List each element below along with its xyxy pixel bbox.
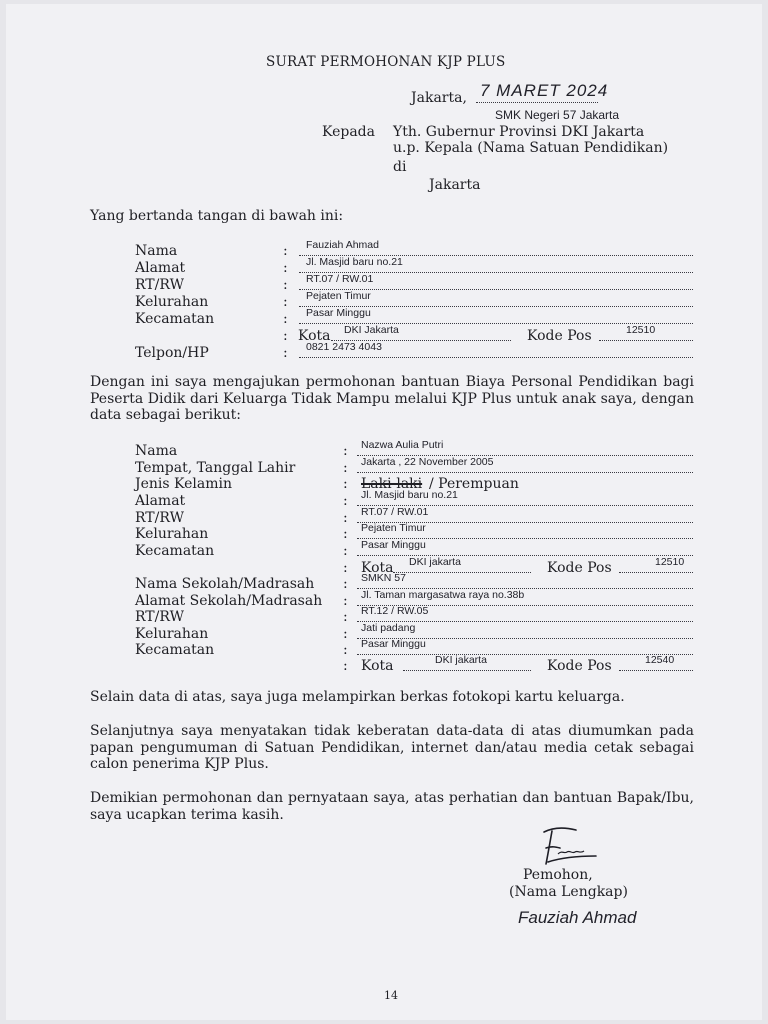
value-student-kodepos2: 12540 bbox=[645, 654, 675, 666]
value-student-kodepos: 12510 bbox=[655, 556, 685, 568]
value-student-kota2: DKI jakarta bbox=[435, 654, 487, 666]
student-row-kecamatan2: Kecamatan : Pasar Minggu bbox=[135, 642, 695, 659]
student-row-alamat-sekolah: Alamat Sekolah/Madrasah : Jl. Taman margasatwa raya no.38b bbox=[135, 593, 695, 610]
place-label: Jakarta, bbox=[411, 90, 467, 106]
date-line bbox=[476, 102, 598, 103]
value-student-sekolah: SMKN 57 bbox=[361, 572, 406, 584]
gender-selected: / Perempuan bbox=[429, 476, 519, 492]
student-row-kota2: : Kota DKI jakarta Kode Pos 12540 bbox=[135, 658, 695, 675]
value-student-alamat-sekolah: Jl. Taman margasatwa raya no.38b bbox=[361, 589, 525, 601]
value-rtrw: RT.07 / RW.01 bbox=[306, 273, 374, 285]
value-student-kelurahan2: Jati padang bbox=[361, 622, 416, 634]
recipient-line1: Yth. Gubernur Provinsi DKI Jakarta bbox=[393, 124, 645, 140]
applicant-row-kecamatan: Kecamatan : Pasar Minggu bbox=[135, 311, 695, 328]
recipient-di: di bbox=[393, 159, 407, 175]
value-kota: DKI Jakarta bbox=[344, 324, 399, 336]
gender-struck: Laki-laki bbox=[361, 476, 423, 492]
value-kecamatan: Pasar Minggu bbox=[306, 307, 371, 319]
value-student-nama: Nazwa Aulia Putri bbox=[361, 439, 444, 451]
student-row-rtrw2: RT/RW : RT.12 / RW.05 bbox=[135, 609, 695, 626]
signed-name: Fauziah Ahmad bbox=[518, 908, 637, 927]
applicant-row-kelurahan: Kelurahan : Pejaten Timur bbox=[135, 294, 695, 311]
value-kodepos: 12510 bbox=[626, 324, 656, 336]
student-row-sekolah: Nama Sekolah/Madrasah : SMKN 57 bbox=[135, 576, 695, 593]
value-alamat: Jl. Masjid baru no.21 bbox=[306, 256, 403, 268]
student-row-alamat: Alamat : Jl. Masjid baru no.21 bbox=[135, 493, 695, 510]
value-student-rtrw: RT.07 / RW.01 bbox=[361, 506, 429, 518]
value-student-kota: DKI jakarta bbox=[409, 556, 461, 568]
recipient-city: Jakarta bbox=[429, 177, 481, 193]
handwritten-date: 7 MARET 2024 bbox=[480, 81, 609, 100]
student-row-nama: Nama : Nazwa Aulia Putri bbox=[135, 443, 695, 460]
applicant-row-kota: : Kota DKI Jakarta Kode Pos 12510 bbox=[135, 328, 695, 345]
label-nama: Nama bbox=[135, 243, 178, 259]
student-row-jk: Jenis Kelamin : Laki-laki / Perempuan bbox=[135, 476, 519, 492]
kepada-label: Kepada bbox=[322, 124, 375, 140]
recipient-line2: u.p. Kepala (Nama Satuan Pendidikan) bbox=[393, 140, 669, 156]
attachment-paragraph: Selain data di atas, saya juga melampirkan berkas fotokopi kartu keluarga. bbox=[90, 689, 625, 705]
value-student-rtrw2: RT.12 / RW.05 bbox=[361, 605, 429, 617]
intro-text: Yang bertanda tangan di bawah ini: bbox=[90, 208, 344, 224]
student-row-kelurahan2: Kelurahan : Jati padang bbox=[135, 626, 695, 643]
student-row-ttl: Tempat, Tanggal Lahir : Jakarta , 22 November 2005 bbox=[135, 460, 695, 477]
applicant-row-rtrw: RT/RW : RT.07 / RW.01 bbox=[135, 277, 695, 294]
value-student-kecamatan: Pasar Minggu bbox=[361, 539, 426, 551]
applicant-row-alamat: Alamat : Jl. Masjid baru no.21 bbox=[135, 260, 695, 277]
request-paragraph: Dengan ini saya mengajukan permohonan bantuan Biaya Personal Pendidikan bagi Peserta Didik dari Keluarga Tidak Mampu melalui KJP Plus untuk anak saya, dengan data sebagai berikut: bbox=[90, 374, 694, 423]
value-kelurahan: Pejaten Timur bbox=[306, 290, 371, 302]
document-title: SURAT PERMOHONAN KJP PLUS bbox=[266, 54, 506, 70]
student-row-kelurahan: Kelurahan : Pejaten Timur bbox=[135, 526, 695, 543]
value-student-alamat: Jl. Masjid baru no.21 bbox=[361, 489, 458, 501]
value-student-kecamatan2: Pasar Minggu bbox=[361, 638, 426, 650]
value-student-ttl: Jakarta , 22 November 2005 bbox=[361, 456, 494, 468]
statement-paragraph: Selanjutnya saya menyatakan tidak keberatan data-data di atas diumumkan pada papan pengumuman di Satuan Pendidikan, internet dan/atau media cetak sebagai calon penerima KJP Plus. bbox=[90, 723, 694, 772]
value-student-kelurahan: Pejaten Timur bbox=[361, 522, 426, 534]
value-telpon: 0821 2473 4043 bbox=[306, 341, 382, 353]
student-row-kota: : Kota DKI jakarta Kode Pos 12510 bbox=[135, 560, 695, 577]
value-nama: Fauziah Ahmad bbox=[306, 239, 379, 251]
nama-lengkap-label: (Nama Lengkap) bbox=[509, 884, 628, 900]
student-row-rtrw: RT/RW : RT.07 / RW.01 bbox=[135, 510, 695, 527]
applicant-row-nama: Nama : Fauziah Ahmad bbox=[135, 243, 695, 260]
closing-paragraph: Demikian permohonan dan pernyataan saya, atas perhatian dan bantuan Bapak/Ibu, saya ucapkan terima kasih. bbox=[90, 790, 694, 823]
page-number: 14 bbox=[384, 989, 398, 1002]
student-row-kecamatan: Kecamatan : Pasar Minggu bbox=[135, 543, 695, 560]
document-page bbox=[6, 4, 762, 1020]
applicant-row-telpon: Telpon/HP : 0821 2473 4043 bbox=[135, 345, 695, 362]
pemohon-label: Pemohon, bbox=[523, 867, 593, 883]
signature-scribble bbox=[534, 822, 600, 870]
school-note: SMK Negeri 57 Jakarta bbox=[495, 108, 620, 122]
